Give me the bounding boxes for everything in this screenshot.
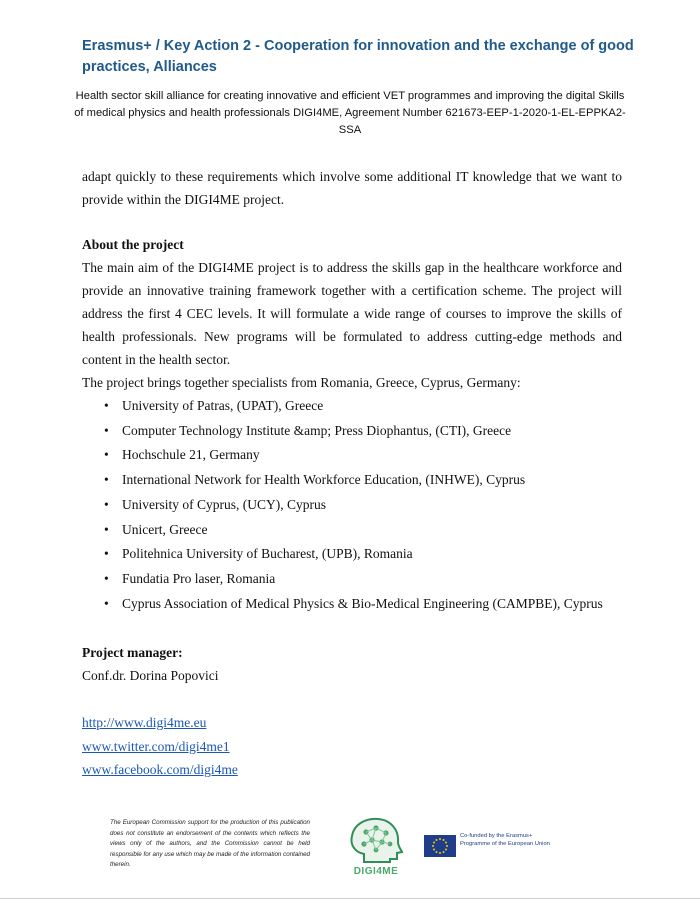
partners-intro: The project brings together specialists from Romania, Greece, Cyprus, Germany: [82,375,521,390]
partners-list [82,394,622,616]
bullet-icon: • [104,546,109,562]
facebook-link[interactable]: www.facebook.com/digi4me [82,762,238,778]
bullet-icon: • [104,595,109,611]
project-subtitle: Health sector skill alliance for creating innovative and efficient VET programmes and improving the digital Skills of medical physics and health professionals DIGI4ME, Agreement Number 621673-EEP-1-2020-1-EL-EPPKA2-SSA [74,90,626,136]
document-body [82,165,622,782]
list-item [104,542,622,567]
list-item [104,493,622,518]
about-heading: About the project [82,237,184,252]
head-network-icon [338,812,414,868]
bullet-icon: • [104,521,109,537]
partner-name: Hochschule 21, Germany [122,447,260,463]
manager-name: Conf.dr. Dorina Popovici [82,668,219,684]
links-list [82,711,622,782]
list-item [104,443,622,468]
list-item [104,468,622,493]
logo-label: DIGI4ME [353,866,399,877]
list-item [104,518,622,543]
partner-name: Politehnica University of Bucharest, (UPB), Romania [122,546,413,562]
partner-name: Unicert, Greece [122,521,208,537]
list-item [104,394,622,419]
eu-disclaimer: The European Commission support for the production of this publication does not constitute an endorsement of the contents which reflects the views only of the authors, and the Commission cannot be held responsible for any use which may be made of the information contained therein. [110,819,310,868]
page-footer [0,810,700,890]
partner-name: Cyprus Association of Medical Physics & Bio-Medical Engineering (CAMPBE), Cyprus [122,595,603,611]
list-item [104,567,622,592]
manager-heading: Project manager: [82,645,183,661]
about-paragraph: The main aim of the DIGI4ME project is to address the skills gap in the healthcare workforce and provide an innovative training framework together with a certification scheme. The project will address the first 4 CEC levels. It will formulate a wide range of courses to improve the skills of health professionals. New programs will be formulated to address cutting-edge methods and content in the health sector. [82,260,622,367]
bullet-icon: • [104,422,109,438]
partner-name: University of Patras, (UPAT), Greece [122,398,324,413]
bullet-icon: • [104,447,109,463]
partner-name: University of Cyprus, (UCY), Cyprus [122,496,326,512]
partner-name: Fundatia Pro laser, Romania [122,570,276,586]
partner-name: International Network for Health Workforce Education, (INHWE), Cyprus [122,472,526,488]
list-item [104,419,622,444]
list-item [104,592,622,617]
bullet-icon: • [104,496,109,512]
intro-paragraph: adapt quickly to these requirements which involve some additional IT knowledge that we want to provide within the DIGI4ME project. [82,169,622,207]
bottom-divider [0,898,700,899]
website-link[interactable]: http://www.digi4me.eu [82,715,207,731]
eu-funding-text: Co-funded by the Erasmus+ Programme of the European Union [460,833,550,847]
bullet-icon: • [104,472,109,488]
bullet-icon: • [104,570,109,586]
partner-name: Computer Technology Institute &amp; Press Diophantus, (CTI), Greece [122,422,512,438]
bullet-icon: • [104,398,109,413]
digi4me-logo [338,812,414,882]
program-title: Erasmus+ / Key Action 2 - Cooperation for innovation and the exchange of good practices, Alliances [82,38,634,75]
twitter-link[interactable]: www.twitter.com/digi4me1 [82,738,230,754]
eu-flag-icon [424,835,456,857]
